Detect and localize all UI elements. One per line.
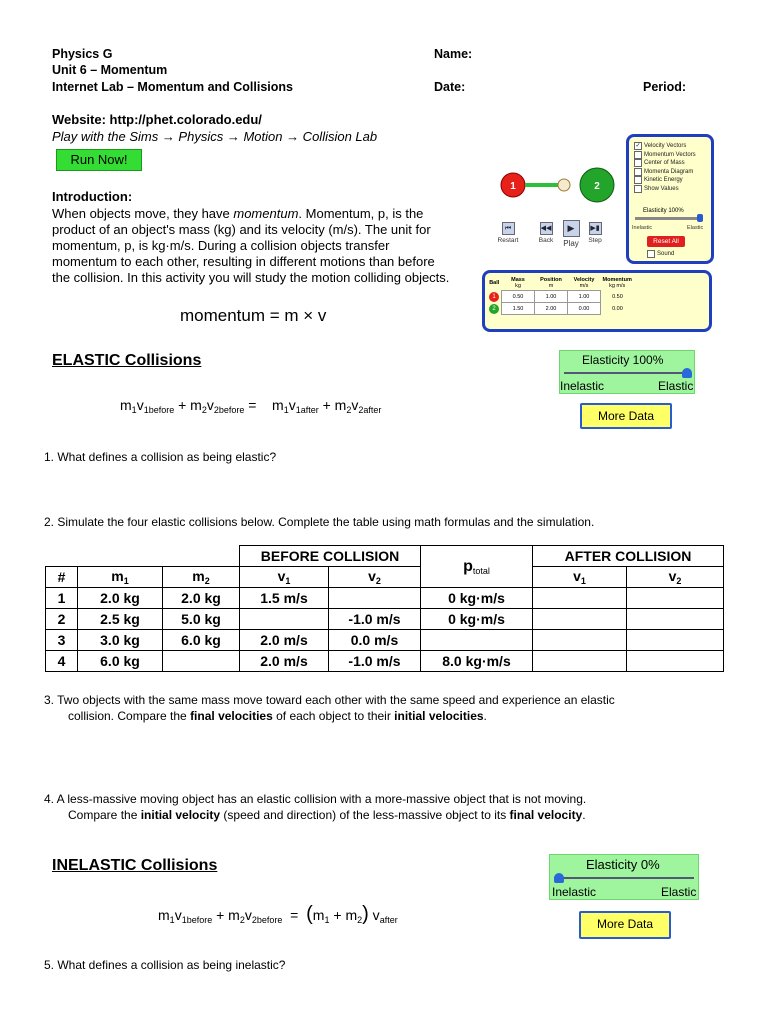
sim-col-header bbox=[502, 276, 535, 291]
sim-control-panel bbox=[626, 134, 714, 264]
restart-icon[interactable]: ⏮ bbox=[502, 222, 515, 235]
ptotal-sub: total bbox=[472, 565, 490, 576]
intro-line: momentum to each other, resulting in different motions than before bbox=[52, 254, 435, 269]
sim-mass-field[interactable]: 1.50 bbox=[502, 303, 535, 315]
sim-table-row bbox=[487, 303, 634, 315]
table-cell-a2[interactable] bbox=[627, 630, 724, 651]
sim-widget bbox=[490, 130, 720, 340]
question-3-line: 3. Two objects with the same mass move toward each other with the same speed and experience an elastic bbox=[44, 693, 615, 707]
play-label: Play bbox=[563, 239, 579, 248]
elastic-equation: $m_1v_{1before} + m_2v_{2before}$ = $m_1v_{1after} + m_2v_{2after}$ bbox=[120, 397, 382, 415]
table-cell-m2: 2.0 kg bbox=[163, 588, 240, 609]
table-cell-a1[interactable] bbox=[533, 609, 627, 630]
ptotal-p: p bbox=[463, 557, 473, 575]
table-cell-a2[interactable] bbox=[627, 609, 724, 630]
table-cell-n: 4 bbox=[46, 651, 78, 672]
sim-table bbox=[487, 276, 634, 315]
sim-data-table bbox=[482, 270, 712, 332]
q3-text: collision. Compare the bbox=[68, 709, 191, 723]
sim-mass-field[interactable]: 0.50 bbox=[502, 291, 535, 303]
table-cell-v1: 2.0 m/s bbox=[240, 651, 329, 672]
table-cell-m2: 5.0 kg bbox=[163, 609, 240, 630]
sim-col-header bbox=[535, 276, 568, 291]
sim-path: Play with the Sims → Physics → Motion → Collision Lab bbox=[52, 129, 378, 144]
checkbox-box[interactable] bbox=[634, 151, 642, 159]
intro-text: When objects move, they have bbox=[52, 206, 234, 221]
checkbox-label: Momenta Diagram bbox=[644, 168, 694, 175]
reset-all-button[interactable]: Reset All bbox=[647, 236, 685, 247]
table-cell-v2: -1.0 m/s bbox=[329, 609, 421, 630]
elasticity-slider-handle[interactable] bbox=[697, 214, 703, 222]
sim-col-name: Velocity bbox=[573, 277, 595, 283]
ball-stage bbox=[498, 160, 618, 210]
panel-inelastic-label: Inelastic bbox=[632, 225, 653, 231]
question-3-line bbox=[44, 708, 724, 724]
q3-bold: initial velocities bbox=[394, 709, 484, 723]
col-m1: $m_1$ bbox=[78, 567, 163, 588]
sim-ball-cell bbox=[487, 291, 502, 303]
question-4 bbox=[44, 791, 734, 823]
table-cell-m1: 6.0 kg bbox=[78, 651, 163, 672]
sim-table-row bbox=[487, 291, 634, 303]
checkbox-box[interactable] bbox=[634, 168, 642, 176]
elasticity-100-label: Elasticity 100% bbox=[582, 353, 664, 367]
step-label: Step bbox=[588, 237, 602, 244]
table-row bbox=[46, 651, 724, 672]
intro-paragraph bbox=[52, 206, 492, 286]
table-cell-a2[interactable] bbox=[627, 651, 724, 672]
sim-table-body bbox=[487, 291, 634, 315]
elasticity-widget-0 bbox=[549, 854, 699, 900]
sim-checkbox[interactable] bbox=[634, 185, 711, 194]
after-collision-header: AFTER COLLISION bbox=[533, 546, 724, 567]
elasticity-slider-handle[interactable] bbox=[554, 873, 564, 883]
table-cell-n: 1 bbox=[46, 588, 78, 609]
sim-col-header bbox=[568, 276, 601, 291]
panel-elasticity-label: Elasticity 100% bbox=[643, 208, 684, 214]
ball-1-label: 1 bbox=[510, 181, 516, 192]
inelastic-equation: $m_1v_{1before} + m_2v_{2before} = (m_1 + m_2)$ $v_{after}$ bbox=[158, 903, 398, 925]
q4-text: . bbox=[582, 808, 586, 822]
checkbox-box[interactable] bbox=[634, 176, 642, 184]
ball-2-label: 2 bbox=[594, 181, 600, 192]
elasticity-widget-100 bbox=[559, 350, 695, 394]
elastic-label: Elastic bbox=[658, 379, 694, 393]
back-control[interactable] bbox=[534, 222, 558, 244]
sim-col-unit: kg m/s bbox=[609, 283, 626, 290]
unit-title: Unit 6 – Momentum bbox=[52, 63, 168, 77]
play-control[interactable] bbox=[560, 220, 582, 248]
table-cell-p: 0 kg·m/s bbox=[421, 588, 533, 609]
intro-line: the collision. In this activity you will study the motion colliding objects. bbox=[52, 270, 450, 285]
sim-velocity-field[interactable]: 0.00 bbox=[568, 303, 601, 315]
intro-text: . Momentum, p, is the bbox=[298, 206, 424, 221]
checkbox-box[interactable] bbox=[647, 250, 655, 258]
sim-col-unit: m/s bbox=[579, 283, 589, 289]
question-4-line: 4. A less-massive moving object has an elastic collision with a more-massive object that is not moving. bbox=[44, 792, 587, 806]
elastic-heading: ELASTIC Collisions bbox=[52, 352, 202, 369]
inelastic-label: Inelastic bbox=[560, 379, 605, 393]
back-icon[interactable]: ◀◀ bbox=[540, 222, 553, 235]
table-cell-m1: 3.0 kg bbox=[78, 630, 163, 651]
date-label: Date: bbox=[434, 80, 466, 94]
table-row bbox=[46, 630, 724, 651]
col-after-v1: $v_1$ bbox=[533, 567, 627, 588]
sim-col-name: Mass bbox=[511, 277, 525, 283]
step-icon[interactable]: ▶▮ bbox=[589, 222, 602, 235]
elasticity-0-label: Elasticity 0% bbox=[586, 857, 660, 872]
checkbox-label: Kinetic Energy bbox=[644, 177, 683, 183]
inelastic-label: Inelastic bbox=[552, 885, 597, 899]
sim-col-name: Momentum bbox=[602, 277, 632, 284]
restart-label: Restart bbox=[497, 237, 519, 244]
sim-checkbox[interactable] bbox=[634, 176, 711, 185]
sim-ball-cell bbox=[487, 303, 502, 315]
website-label: Website: http://phet.colorado.edu/ bbox=[52, 112, 262, 127]
ptotal-header bbox=[421, 546, 533, 588]
checkbox-label: Velocity Vectors bbox=[644, 143, 687, 149]
q4-bold: initial velocity bbox=[140, 808, 221, 822]
name-label: Name: bbox=[434, 47, 473, 61]
collision-table bbox=[45, 545, 724, 672]
elastic-label: Elastic bbox=[661, 885, 697, 899]
more-data-button[interactable]: More Data bbox=[579, 911, 671, 939]
table-cell-n: 2 bbox=[46, 609, 78, 630]
sim-checkbox[interactable] bbox=[634, 142, 711, 151]
sim-ball-icon: 2 bbox=[489, 304, 499, 314]
table-cell-v1: 1.5 m/s bbox=[240, 588, 329, 609]
intro-heading: Introduction: bbox=[52, 189, 133, 204]
q3-bold: final velocities bbox=[190, 709, 273, 723]
question-5: 5. What defines a collision as being inelastic? bbox=[44, 958, 286, 972]
collision-table-body bbox=[46, 588, 724, 672]
elasticity-slider-track[interactable] bbox=[635, 217, 701, 220]
question-1: 1. What defines a collision as being elastic? bbox=[44, 450, 277, 464]
col-after-v2: $v_2$ bbox=[627, 567, 724, 588]
table-cell-m2: 6.0 kg bbox=[163, 630, 240, 651]
table-cell-v1[interactable] bbox=[240, 609, 329, 630]
table-cell-p[interactable] bbox=[421, 630, 533, 651]
table-cell-v2: -1.0 m/s bbox=[329, 651, 421, 672]
table-cell-a1[interactable] bbox=[533, 588, 627, 609]
panel-elastic-label: Elastic bbox=[687, 225, 704, 231]
sim-col-header bbox=[487, 276, 502, 291]
checkbox-label: Momentum Vectors bbox=[644, 151, 696, 158]
period-label: Period: bbox=[643, 80, 687, 94]
checkbox-box[interactable] bbox=[634, 159, 642, 167]
lab-title: Internet Lab – Momentum and Collisions bbox=[52, 80, 293, 94]
sim-checkbox[interactable] bbox=[634, 151, 711, 160]
momentum-formula: momentum = m × v bbox=[180, 306, 327, 325]
table-cell-p: 0 kg·m/s bbox=[421, 609, 533, 630]
sound-checkbox[interactable] bbox=[647, 250, 674, 259]
sim-col-name: Ball bbox=[489, 280, 500, 287]
checkbox-checked-icon[interactable]: ✓ bbox=[635, 143, 641, 150]
sim-checkbox[interactable] bbox=[634, 159, 711, 168]
col-m2: $m_2$ bbox=[163, 567, 240, 588]
q4-bold: final velocity bbox=[509, 808, 583, 822]
question-2: 2. Simulate the four elastic collisions below. Complete the table using math formulas and the simulation. bbox=[44, 515, 595, 529]
table-cell-v1: 2.0 m/s bbox=[240, 630, 329, 651]
sim-col-unit: m bbox=[548, 283, 554, 289]
intro-line: momentum, p, is kg·m/s. During a collision objects transfer bbox=[52, 238, 390, 253]
table-cell-n: 3 bbox=[46, 630, 78, 651]
inelastic-heading: INELASTIC Collisions bbox=[52, 857, 218, 874]
course-title: Physics G bbox=[52, 47, 113, 61]
before-collision-header: BEFORE COLLISION bbox=[240, 546, 421, 567]
question-4-line bbox=[44, 807, 734, 823]
sim-checkbox[interactable] bbox=[634, 168, 711, 177]
sim-position-field[interactable]: 1.00 bbox=[535, 291, 568, 303]
table-cell-m1: 2.0 kg bbox=[78, 588, 163, 609]
table-cell-m1: 2.5 kg bbox=[78, 609, 163, 630]
q3-text: of each object to their bbox=[272, 709, 395, 723]
intro-line: product of an object's mass (kg) and its velocity (m/s). The unit for bbox=[52, 222, 431, 237]
table-cell-v2[interactable] bbox=[329, 588, 421, 609]
step-control[interactable] bbox=[584, 222, 606, 244]
sim-velocity-field[interactable]: 1.00 bbox=[568, 291, 601, 303]
sim-ball-icon: 1 bbox=[489, 292, 499, 302]
table-header-row bbox=[46, 546, 724, 567]
col-number: # bbox=[46, 567, 78, 588]
table-cell-v2: 0.0 m/s bbox=[329, 630, 421, 651]
restart-control[interactable] bbox=[495, 222, 521, 244]
col-v2: $v_2$ bbox=[329, 567, 421, 588]
elasticity-slider-track[interactable] bbox=[564, 372, 690, 374]
intro-momentum-term: momentum bbox=[233, 206, 299, 221]
checkbox-list bbox=[629, 137, 711, 193]
q3-text: . bbox=[483, 709, 487, 723]
play-icon[interactable]: ▶ bbox=[563, 220, 580, 237]
elasticity-slider-track[interactable] bbox=[554, 877, 694, 879]
table-subheader-row bbox=[46, 567, 724, 588]
sim-momentum-value: 0.50 bbox=[612, 293, 623, 300]
sound-label: Sound bbox=[657, 251, 675, 257]
checkbox-label: Show Values bbox=[644, 185, 679, 192]
sim-table-header bbox=[487, 276, 634, 291]
sim-col-unit: kg bbox=[515, 283, 521, 289]
sim-momentum-value: 0.00 bbox=[612, 305, 623, 312]
sim-position-field[interactable]: 2.00 bbox=[535, 303, 568, 315]
table-blank-cell bbox=[46, 546, 240, 567]
table-cell-m2[interactable] bbox=[163, 651, 240, 672]
q4-text: Compare the bbox=[68, 808, 141, 822]
table-cell-a2[interactable] bbox=[627, 588, 724, 609]
question-3 bbox=[44, 692, 724, 724]
sim-col-header bbox=[601, 276, 634, 291]
more-data-button[interactable]: More Data bbox=[580, 403, 672, 429]
back-label: Back bbox=[538, 237, 554, 244]
checkbox-box[interactable] bbox=[634, 185, 642, 193]
sim-col-name: Position bbox=[540, 277, 562, 283]
table-cell-a1[interactable] bbox=[533, 630, 627, 651]
table-row bbox=[46, 588, 724, 609]
velocity-handle-icon[interactable] bbox=[558, 179, 570, 191]
table-cell-p: 8.0 kg·m/s bbox=[421, 651, 533, 672]
run-now-button[interactable]: Run Now! bbox=[56, 149, 142, 171]
elasticity-slider-handle[interactable] bbox=[682, 368, 692, 378]
table-cell-a1[interactable] bbox=[533, 651, 627, 672]
table-row bbox=[46, 609, 724, 630]
col-v1: $v_1$ bbox=[240, 567, 329, 588]
q4-text: (speed and direction) of the less-massive object to its bbox=[220, 808, 510, 822]
checkbox-label: Center of Mass bbox=[644, 160, 685, 166]
